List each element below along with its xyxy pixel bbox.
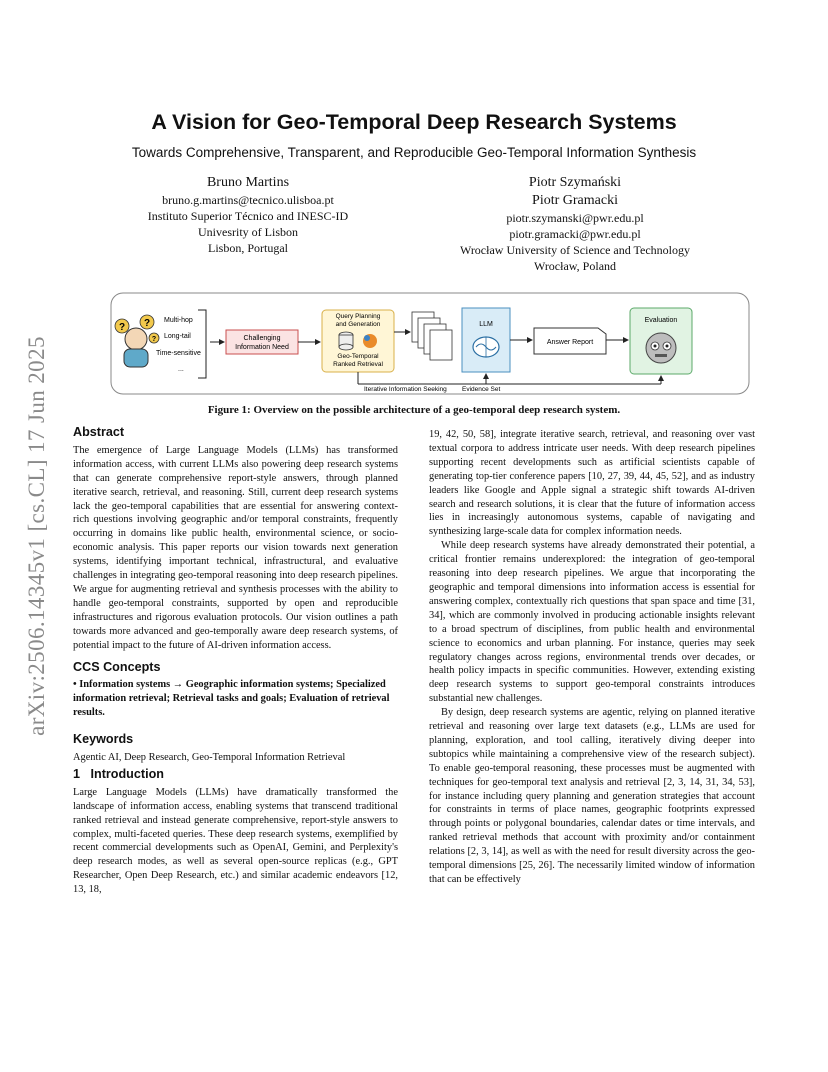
svg-text:and Generation: and Generation (335, 321, 381, 328)
author-block-right (440, 174, 710, 274)
abstract-text: The emergence of Large Language Models (LLMs) has transformed information access, with current LLMs also powering deep research systems that can generate comprehensive report-style answers, through planned iterative search, retrieval, and reasoning. Still, current deep research systems lack the geo-temporal capabilities that are essential for answering context-rich questions involving geographic and/or temporal constraints, frequently occurring in domains like public health, environmental science, or socio-economic analysis. This paper reports our vision towards next generation systems, identifying important technical, infrastructural, and evaluative challenges in integrating geo-temporal reasoning into deep research pipelines. We argue for augmenting retrieval and synthesis processes with the ability to handle geo-temporal constraints, supported by open and reproducible infrastructures and rigorous evaluation protocols. Our vision outlines a path towards more advanced and geo-temporally aware deep research systems, of potential impact to the future of AI-driven information access. (73, 444, 398, 651)
body-paragraph: 19, 42, 50, 58], integrate iterative search, retrieval, and reasoning over vast textual corpora to address intricate user needs. With deep research pipelines supporting recent developments such as artificial scientists capable of generating top-tier conference papers [10, 27, 39, 44, 45, 52], and as industry leaders like Google and Apple signal a strategic shift towards AI-driven search and research solutions, it is clear that the future of information access lies in increasingly autonomous systems, capable of navigating and synthesizing large-scale data for complex information needs. (429, 429, 755, 538)
figure-caption: Figure 1: Overview on the possible architecture of a geo-temporal deep research system. (207, 404, 621, 416)
author-email: piotr.szymanski@pwr.edu.pl (506, 211, 644, 225)
database-icon (339, 332, 353, 350)
author-university: Univesrity of Lisbon (198, 225, 298, 239)
architecture-figure (110, 292, 750, 395)
body-paragraph: While deep research systems have already demonstrated their potential, a critical frontier remains underexplored: the integration of geo-temporal reasoning into deep research pipelines. We argue that incorporating the geographic and temporal dimensions into information access is essential for answering complex, contextually rich questions that span space and time [31, 34], which are commonly involved in producing actionable insights relevant to a broad spectrum of disciplines, from public health and environmental science to economics and urban planning. For instance, queries may seek regulatory changes across regions, environmental trends over decades, or health policy impacts in specific communities. However, extending existing deep research systems to support geo-temporal constraints introduces substantial new challenges. (429, 540, 755, 705)
svg-text:Challenging: Challenging (243, 335, 281, 342)
author-affiliation: Wrocław University of Science and Technology (459, 243, 691, 257)
body-paragraph: By design, deep research systems are agentic, relying on planned iterative retrieval and reasoning over large text datasets (e.g., LLMs are used for planning, exploration, and tool calling, iteratively diving deeper into subtopics while maintaining a comprehensive view of the research subject). To enable geo-temporal reasoning, these processes must be augmented with techniques for geo-temporal text analysis and retrieval [2, 3, 14, 31, 34, 53], for instance including query planning and generation strategies that account for constraints in terms of place names, geographic footprints expressed through points or polygonal boundaries, calendar dates or time intervals, and ranked retrieval methods that account with proximity and/or containment relations [2, 3, 14], as well as with the need for result diversity across the geo-temporal dimensions [25, 26]. The necessarily limited window of information that can be effectively (429, 707, 755, 885)
svg-text:Ranked Retrieval: Ranked Retrieval (333, 361, 383, 368)
abstract-heading: Abstract (73, 425, 125, 439)
arxiv-stamp-text: arXiv:2506.14345v1 [cs.CL] 17 Jun 2025 (24, 336, 49, 736)
left-column (73, 426, 398, 897)
svg-text:Query Planning: Query Planning (335, 313, 381, 320)
keywords-heading: Keywords (73, 732, 134, 747)
arxiv-stamp (22, 296, 52, 776)
ccs-heading: CCS Concepts (73, 659, 161, 674)
query-type: Time-sensitive (156, 350, 201, 357)
introduction-paragraph: Large Language Models (LLMs) have dramatically transformed the landscape of information access, enabling systems that transcend traditional ranked retrieval and instead generate comprehensive, report-style answers to complex, multi-faceted queries. These deep research systems, exemplified by recent commercial developments such as OpenAI, Gemini, and Perplexity's deep research modes, as well as several open-source replicas (e.g., GPT Researcher, Open Deep Research, etc.) and similar academic endeavors [12, 13, 18, (73, 786, 398, 896)
svg-text:Geo-Temporal: Geo-Temporal (337, 353, 379, 360)
author-affiliation: Instituto Superior Técnico and INESC-ID (147, 209, 349, 223)
author-email: piotr.gramacki@pwr.edu.pl (509, 227, 641, 241)
svg-text:?: ? (143, 318, 151, 329)
introduction-heading: 1 Introduction (73, 766, 164, 781)
author-location: Wrocław, Poland (533, 259, 617, 273)
evidence-label: Evidence Set (462, 386, 501, 393)
paper-title: A Vision for Geo-Temporal Deep Research Systems (151, 110, 677, 134)
author-block-left (118, 174, 378, 256)
svg-text:?: ? (118, 322, 126, 333)
right-column (429, 428, 755, 887)
query-type: Multi-hop (164, 317, 193, 324)
author-location: Lisbon, Portugal (208, 241, 288, 255)
paper-subtitle: Towards Comprehensive, Transparent, and Reproducible Geo-Temporal Information Synthesis (131, 145, 697, 160)
iterative-label: Iterative Information Seeking (364, 386, 447, 393)
author-name: Bruno Martins (206, 175, 290, 190)
svg-text:LLM: LLM (479, 321, 493, 328)
svg-text:Information Need: Information Need (235, 344, 289, 351)
keywords-text: Agentic AI, Deep Research, Geo-Temporal Information Retrieval (73, 752, 346, 764)
svg-text:Answer Report: Answer Report (546, 339, 594, 346)
author-name: Piotr Szymański (528, 175, 622, 190)
query-type: Long-tail (164, 333, 191, 340)
brain-icon (473, 337, 499, 357)
svg-text:Evaluation: Evaluation (644, 317, 678, 324)
ranking-icon (363, 334, 377, 348)
author-name: Piotr Gramacki (532, 193, 618, 208)
author-email: bruno.g.martins@tecnico.ulisboa.pt (162, 193, 334, 207)
svg-text:?: ? (151, 336, 157, 343)
robot-icon (646, 333, 676, 363)
ccs-text: • Information systems → Geographic information systems; Specialized information retrieval; Retrieval tasks and goals; Evaluation of retrieval results. (73, 679, 390, 719)
query-type: ... (178, 366, 184, 373)
